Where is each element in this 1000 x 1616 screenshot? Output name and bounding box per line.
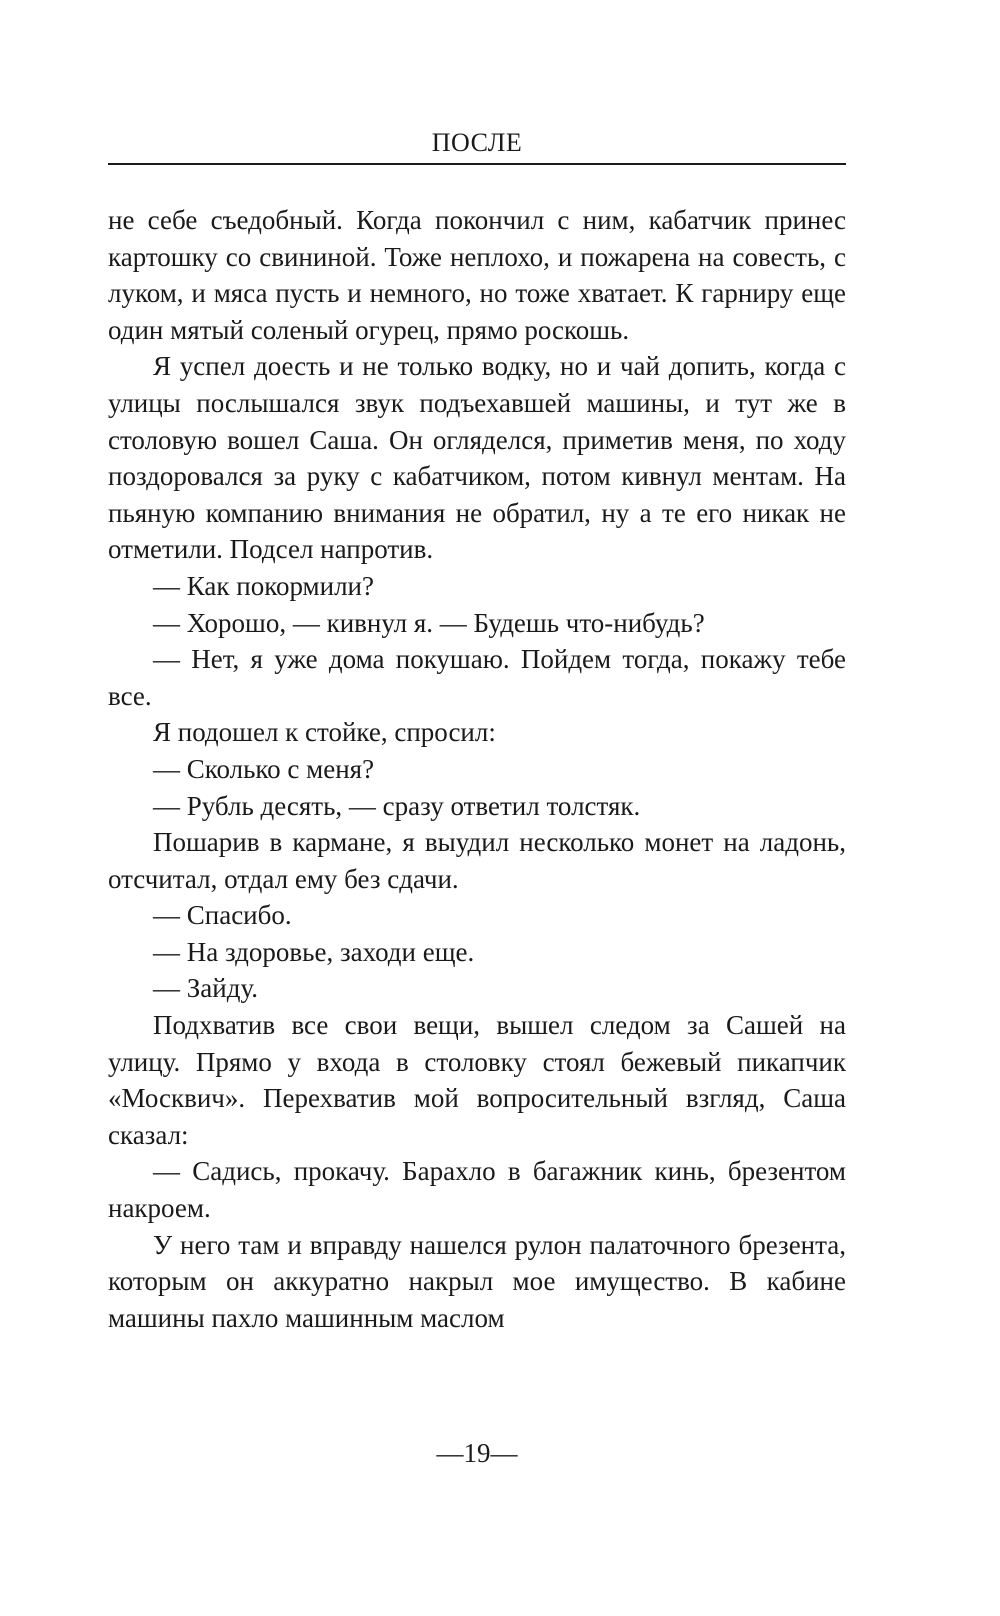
running-title: ПОСЛЕ: [431, 128, 523, 157]
body-text: [108, 202, 846, 1336]
dialogue-line: — Рубль десять, — сразу ответил толстяк.: [153, 790, 641, 821]
header-rule: [108, 163, 846, 165]
dialogue-line: — Хорошо, — кивнул я. — Будешь что-нибудь?: [153, 607, 705, 638]
page-number: —19—: [436, 1438, 518, 1468]
dialogue-line: — Как покормили?: [153, 570, 374, 601]
paragraph: У него там и вправду нашелся рулон палаточного брезента, которым он аккуратно накрыл мое имущество. В кабине машины пахло машинным маслом: [108, 1229, 846, 1333]
dialogue-line: — Нет, я уже дома покушаю. Пойдем тогда, покажу тебе все.: [108, 644, 846, 711]
dialogue-line: — Спасибо.: [153, 900, 292, 931]
paragraph: Подхватив все свои вещи, вышел следом за Сашей на улицу. Прямо у входа в столовку стоял бежевый пикапчик «Москвич». Перехватив мой вопросительный взгляд, Саша сказал:: [108, 1010, 846, 1150]
paragraph: Я успел доесть и не только водку, но и чай допить, когда с улицы послышался звук подъехавшей машины, и тут же в столовую вошел Саша. Он огляделся, приметив меня, по ходу поздоровался за руку с кабатчиком, потом кивнул ментам. На пьяную компанию внимания не обратил, ну а те его никак не отметили. Подсел напротив.: [108, 351, 846, 565]
dialogue-line: — Зайду.: [153, 973, 258, 1004]
dialogue-line: — Сколько с меня?: [153, 753, 375, 784]
paragraph: Пошарив в кармане, я выудил несколько монет на ладонь, отсчитал, отдал ему без сдачи.: [108, 827, 846, 894]
paragraph: не себе съедобный. Когда покончил с ним, кабатчик принес картошку со свининой. Тоже неплохо, и пожарена на совесть, с луком, и мяса пусть и немного, но тоже хватает. К гарниру еще один мятый соленый огурец, прямо роскошь.: [108, 205, 846, 345]
dialogue-line: — На здоровье, заходи еще.: [153, 936, 475, 967]
dialogue-line: — Садись, прокачу. Барахло в багажник кинь, брезентом накроем.: [108, 1156, 846, 1224]
paragraph: Я подошел к стойке, спросил:: [153, 717, 496, 748]
